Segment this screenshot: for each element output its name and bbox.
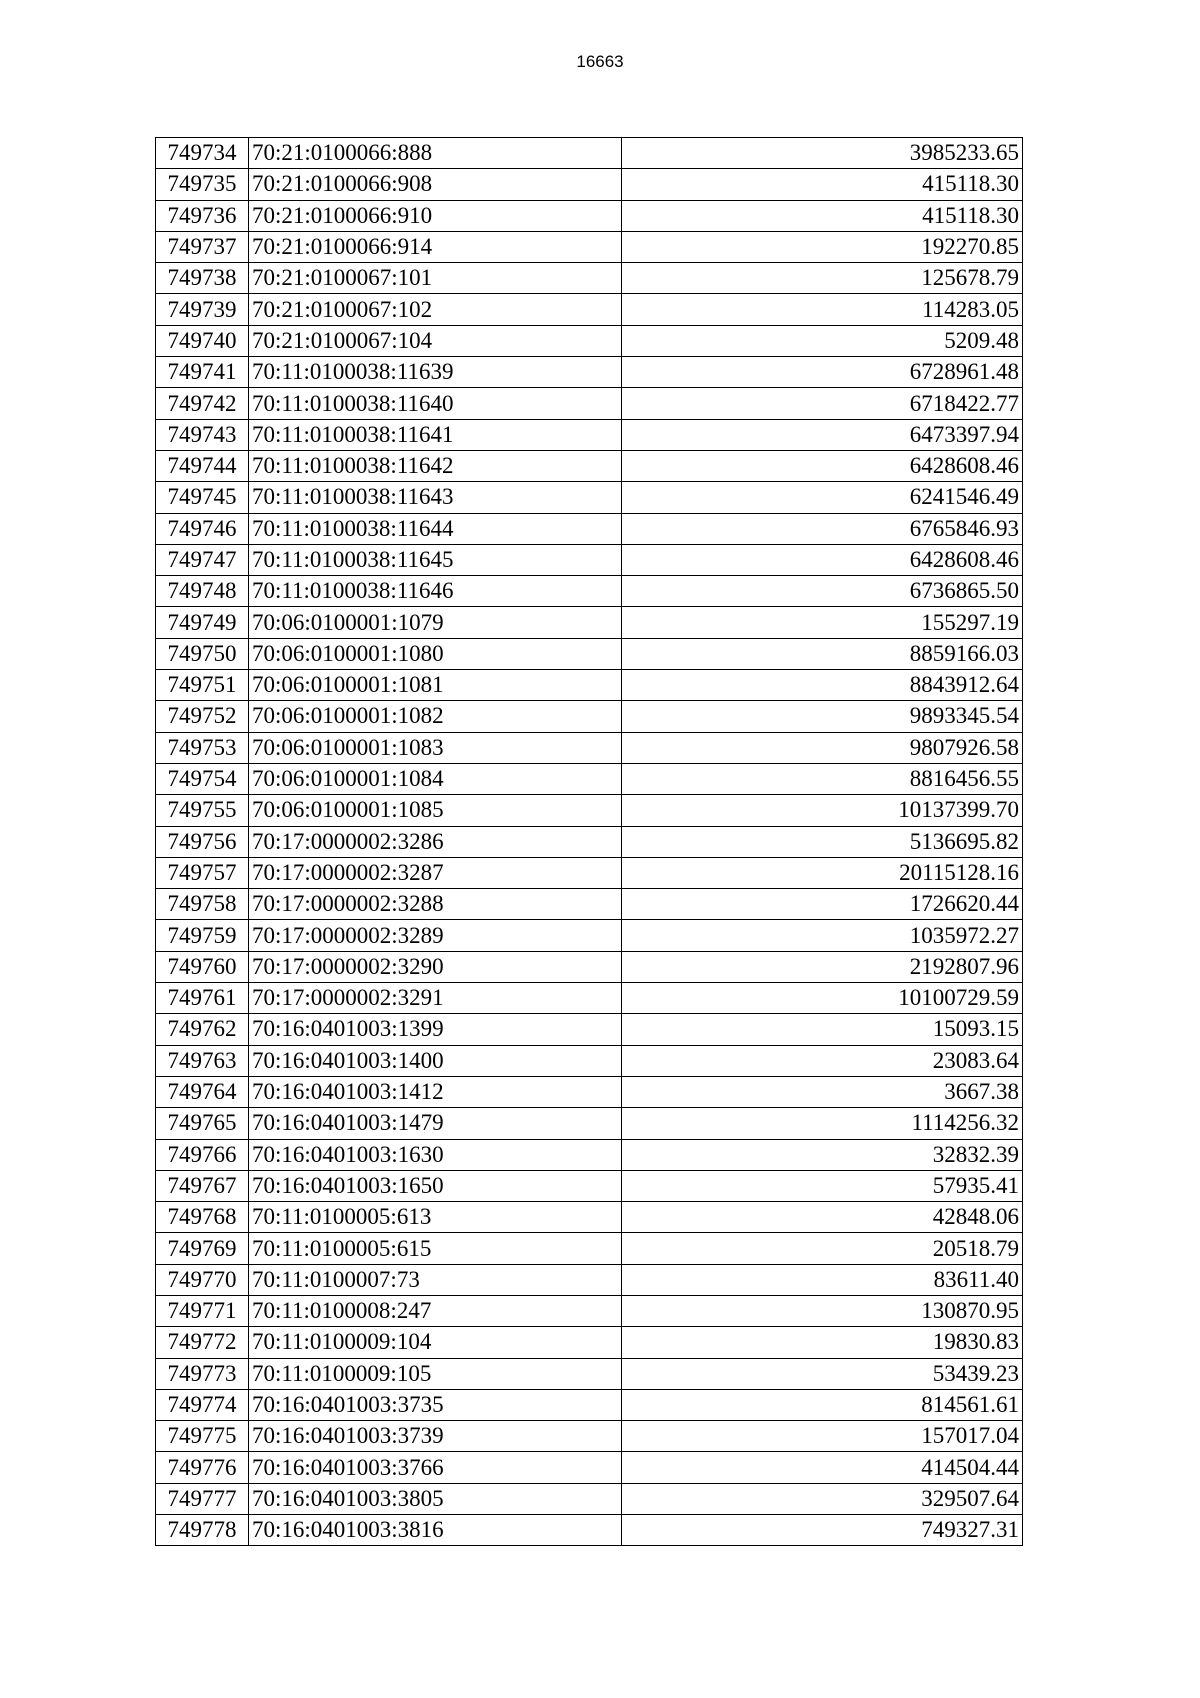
row-number-cell: 749761 <box>156 983 249 1014</box>
row-number-cell: 749737 <box>156 231 249 262</box>
table-body <box>156 138 1023 1546</box>
value-cell: 114283.05 <box>622 294 1023 325</box>
table-row <box>156 1233 1023 1264</box>
table-row <box>156 450 1023 481</box>
value-cell: 192270.85 <box>622 231 1023 262</box>
table-row <box>156 795 1023 826</box>
value-cell: 6736865.50 <box>622 576 1023 607</box>
value-cell: 415118.30 <box>622 169 1023 200</box>
row-number-cell: 749748 <box>156 576 249 607</box>
table-row <box>156 701 1023 732</box>
value-cell: 32832.39 <box>622 1139 1023 1170</box>
row-number-cell: 749749 <box>156 607 249 638</box>
row-number-cell: 749778 <box>156 1515 249 1546</box>
row-number-cell: 749769 <box>156 1233 249 1264</box>
cadastral-number-cell: 70:16:0401003:3766 <box>249 1452 622 1483</box>
cadastral-number-cell: 70:17:0000002:3289 <box>249 920 622 951</box>
cadastral-number-cell: 70:21:0100066:888 <box>249 138 622 169</box>
row-number-cell: 749751 <box>156 670 249 701</box>
cadastral-number-cell: 70:11:0100038:11646 <box>249 576 622 607</box>
value-cell: 2192807.96 <box>622 951 1023 982</box>
table-row <box>156 951 1023 982</box>
row-number-cell: 749774 <box>156 1389 249 1420</box>
value-cell: 8816456.55 <box>622 763 1023 794</box>
row-number-cell: 749746 <box>156 513 249 544</box>
cadastral-number-cell: 70:06:0100001:1085 <box>249 795 622 826</box>
table-row <box>156 889 1023 920</box>
table-row <box>156 983 1023 1014</box>
row-number-cell: 749754 <box>156 763 249 794</box>
row-number-cell: 749747 <box>156 544 249 575</box>
table-row <box>156 1076 1023 1107</box>
cadastral-number-cell: 70:21:0100067:101 <box>249 263 622 294</box>
cadastral-number-cell: 70:11:0100038:11640 <box>249 388 622 419</box>
table-row <box>156 1295 1023 1326</box>
table-row <box>156 607 1023 638</box>
value-cell: 20518.79 <box>622 1233 1023 1264</box>
cadastral-number-cell: 70:06:0100001:1084 <box>249 763 622 794</box>
table-row <box>156 200 1023 231</box>
value-cell: 10100729.59 <box>622 983 1023 1014</box>
table-row <box>156 1264 1023 1295</box>
value-cell: 6428608.46 <box>622 450 1023 481</box>
value-cell: 3667.38 <box>622 1076 1023 1107</box>
cadastral-number-cell: 70:17:0000002:3286 <box>249 826 622 857</box>
value-cell: 83611.40 <box>622 1264 1023 1295</box>
value-cell: 6728961.48 <box>622 357 1023 388</box>
value-cell: 15093.15 <box>622 1014 1023 1045</box>
cadastral-number-cell: 70:17:0000002:3291 <box>249 983 622 1014</box>
value-cell: 125678.79 <box>622 263 1023 294</box>
row-number-cell: 749753 <box>156 732 249 763</box>
value-cell: 6241546.49 <box>622 482 1023 513</box>
table-row <box>156 638 1023 669</box>
cadastral-number-cell: 70:06:0100001:1083 <box>249 732 622 763</box>
value-cell: 6718422.77 <box>622 388 1023 419</box>
row-number-cell: 749762 <box>156 1014 249 1045</box>
row-number-cell: 749763 <box>156 1045 249 1076</box>
cadastral-number-cell: 70:11:0100007:73 <box>249 1264 622 1295</box>
value-cell: 130870.95 <box>622 1295 1023 1326</box>
table-row <box>156 576 1023 607</box>
table-row <box>156 1483 1023 1514</box>
table-row <box>156 1045 1023 1076</box>
cadastral-number-cell: 70:21:0100066:908 <box>249 169 622 200</box>
table-row <box>156 1014 1023 1045</box>
row-number-cell: 749764 <box>156 1076 249 1107</box>
value-cell: 8843912.64 <box>622 670 1023 701</box>
table-row <box>156 325 1023 356</box>
value-cell: 53439.23 <box>622 1358 1023 1389</box>
row-number-cell: 749776 <box>156 1452 249 1483</box>
table-row <box>156 1358 1023 1389</box>
cadastral-number-cell: 70:06:0100001:1080 <box>249 638 622 669</box>
cadastral-number-cell: 70:16:0401003:3816 <box>249 1515 622 1546</box>
cadastral-number-cell: 70:11:0100038:11642 <box>249 450 622 481</box>
table-row <box>156 826 1023 857</box>
value-cell: 57935.41 <box>622 1170 1023 1201</box>
cadastral-number-cell: 70:11:0100038:11645 <box>249 544 622 575</box>
value-cell: 155297.19 <box>622 607 1023 638</box>
row-number-cell: 749745 <box>156 482 249 513</box>
value-cell: 6473397.94 <box>622 419 1023 450</box>
row-number-cell: 749735 <box>156 169 249 200</box>
table-row <box>156 1515 1023 1546</box>
table-row <box>156 920 1023 951</box>
cadastral-number-cell: 70:11:0100038:11644 <box>249 513 622 544</box>
table-row <box>156 419 1023 450</box>
row-number-cell: 749734 <box>156 138 249 169</box>
cadastral-number-cell: 70:21:0100066:914 <box>249 231 622 262</box>
row-number-cell: 749770 <box>156 1264 249 1295</box>
table-row <box>156 1108 1023 1139</box>
table-row <box>156 1421 1023 1452</box>
cadastral-number-cell: 70:11:0100005:613 <box>249 1202 622 1233</box>
table-row <box>156 231 1023 262</box>
row-number-cell: 749752 <box>156 701 249 732</box>
table-row <box>156 670 1023 701</box>
value-cell: 10137399.70 <box>622 795 1023 826</box>
row-number-cell: 749772 <box>156 1327 249 1358</box>
row-number-cell: 749760 <box>156 951 249 982</box>
value-cell: 19830.83 <box>622 1327 1023 1358</box>
value-cell: 1114256.32 <box>622 1108 1023 1139</box>
value-cell: 5209.48 <box>622 325 1023 356</box>
row-number-cell: 749750 <box>156 638 249 669</box>
table-row <box>156 263 1023 294</box>
row-number-cell: 749767 <box>156 1170 249 1201</box>
cadastral-number-cell: 70:11:0100038:11639 <box>249 357 622 388</box>
value-cell: 157017.04 <box>622 1421 1023 1452</box>
cadastral-number-cell: 70:16:0401003:3805 <box>249 1483 622 1514</box>
table-row <box>156 857 1023 888</box>
value-cell: 749327.31 <box>622 1515 1023 1546</box>
row-number-cell: 749743 <box>156 419 249 450</box>
table-row <box>156 1170 1023 1201</box>
table-row <box>156 388 1023 419</box>
cadastral-number-cell: 70:06:0100001:1079 <box>249 607 622 638</box>
row-number-cell: 749736 <box>156 200 249 231</box>
row-number-cell: 749739 <box>156 294 249 325</box>
row-number-cell: 749758 <box>156 889 249 920</box>
row-number-cell: 749756 <box>156 826 249 857</box>
cadastral-number-cell: 70:16:0401003:1412 <box>249 1076 622 1107</box>
value-cell: 3985233.65 <box>622 138 1023 169</box>
value-cell: 9893345.54 <box>622 701 1023 732</box>
row-number-cell: 749777 <box>156 1483 249 1514</box>
table-row <box>156 513 1023 544</box>
cadastral-number-cell: 70:16:0401003:1630 <box>249 1139 622 1170</box>
value-cell: 5136695.82 <box>622 826 1023 857</box>
cadastral-number-cell: 70:11:0100009:105 <box>249 1358 622 1389</box>
table-row <box>156 1139 1023 1170</box>
value-cell: 6765846.93 <box>622 513 1023 544</box>
table-row <box>156 1389 1023 1420</box>
row-number-cell: 749759 <box>156 920 249 951</box>
cadastral-number-cell: 70:17:0000002:3287 <box>249 857 622 888</box>
row-number-cell: 749771 <box>156 1295 249 1326</box>
table-row <box>156 482 1023 513</box>
data-table <box>155 137 1023 1546</box>
row-number-cell: 749742 <box>156 388 249 419</box>
table-row <box>156 732 1023 763</box>
cadastral-number-cell: 70:11:0100008:247 <box>249 1295 622 1326</box>
table-row <box>156 138 1023 169</box>
value-cell: 20115128.16 <box>622 857 1023 888</box>
row-number-cell: 749765 <box>156 1108 249 1139</box>
row-number-cell: 749773 <box>156 1358 249 1389</box>
cadastral-number-cell: 70:16:0401003:1650 <box>249 1170 622 1201</box>
row-number-cell: 749755 <box>156 795 249 826</box>
row-number-cell: 749768 <box>156 1202 249 1233</box>
value-cell: 1726620.44 <box>622 889 1023 920</box>
cadastral-number-cell: 70:21:0100067:102 <box>249 294 622 325</box>
value-cell: 814561.61 <box>622 1389 1023 1420</box>
cadastral-number-cell: 70:16:0401003:3735 <box>249 1389 622 1420</box>
row-number-cell: 749775 <box>156 1421 249 1452</box>
cadastral-number-cell: 70:17:0000002:3288 <box>249 889 622 920</box>
cadastral-number-cell: 70:11:0100005:615 <box>249 1233 622 1264</box>
value-cell: 9807926.58 <box>622 732 1023 763</box>
row-number-cell: 749740 <box>156 325 249 356</box>
table-row <box>156 1327 1023 1358</box>
cadastral-number-cell: 70:16:0401003:1400 <box>249 1045 622 1076</box>
cadastral-number-cell: 70:11:0100038:11643 <box>249 482 622 513</box>
cadastral-number-cell: 70:11:0100009:104 <box>249 1327 622 1358</box>
table-row <box>156 763 1023 794</box>
cadastral-number-cell: 70:06:0100001:1082 <box>249 701 622 732</box>
cadastral-number-cell: 70:21:0100067:104 <box>249 325 622 356</box>
value-cell: 6428608.46 <box>622 544 1023 575</box>
page-number: 16663 <box>576 52 624 71</box>
value-cell: 8859166.03 <box>622 638 1023 669</box>
table-row <box>156 357 1023 388</box>
table-row <box>156 294 1023 325</box>
value-cell: 1035972.27 <box>622 920 1023 951</box>
table-row <box>156 544 1023 575</box>
row-number-cell: 749757 <box>156 857 249 888</box>
row-number-cell: 749744 <box>156 450 249 481</box>
cadastral-number-cell: 70:06:0100001:1081 <box>249 670 622 701</box>
cadastral-number-cell: 70:21:0100066:910 <box>249 200 622 231</box>
table-row <box>156 1452 1023 1483</box>
cadastral-number-cell: 70:16:0401003:1479 <box>249 1108 622 1139</box>
cadastral-number-cell: 70:11:0100038:11641 <box>249 419 622 450</box>
value-cell: 329507.64 <box>622 1483 1023 1514</box>
row-number-cell: 749738 <box>156 263 249 294</box>
table-row <box>156 169 1023 200</box>
cadastral-number-cell: 70:16:0401003:3739 <box>249 1421 622 1452</box>
cadastral-number-cell: 70:17:0000002:3290 <box>249 951 622 982</box>
value-cell: 415118.30 <box>622 200 1023 231</box>
value-cell: 42848.06 <box>622 1202 1023 1233</box>
table-row <box>156 1202 1023 1233</box>
value-cell: 414504.44 <box>622 1452 1023 1483</box>
row-number-cell: 749766 <box>156 1139 249 1170</box>
cadastral-number-cell: 70:16:0401003:1399 <box>249 1014 622 1045</box>
value-cell: 23083.64 <box>622 1045 1023 1076</box>
row-number-cell: 749741 <box>156 357 249 388</box>
